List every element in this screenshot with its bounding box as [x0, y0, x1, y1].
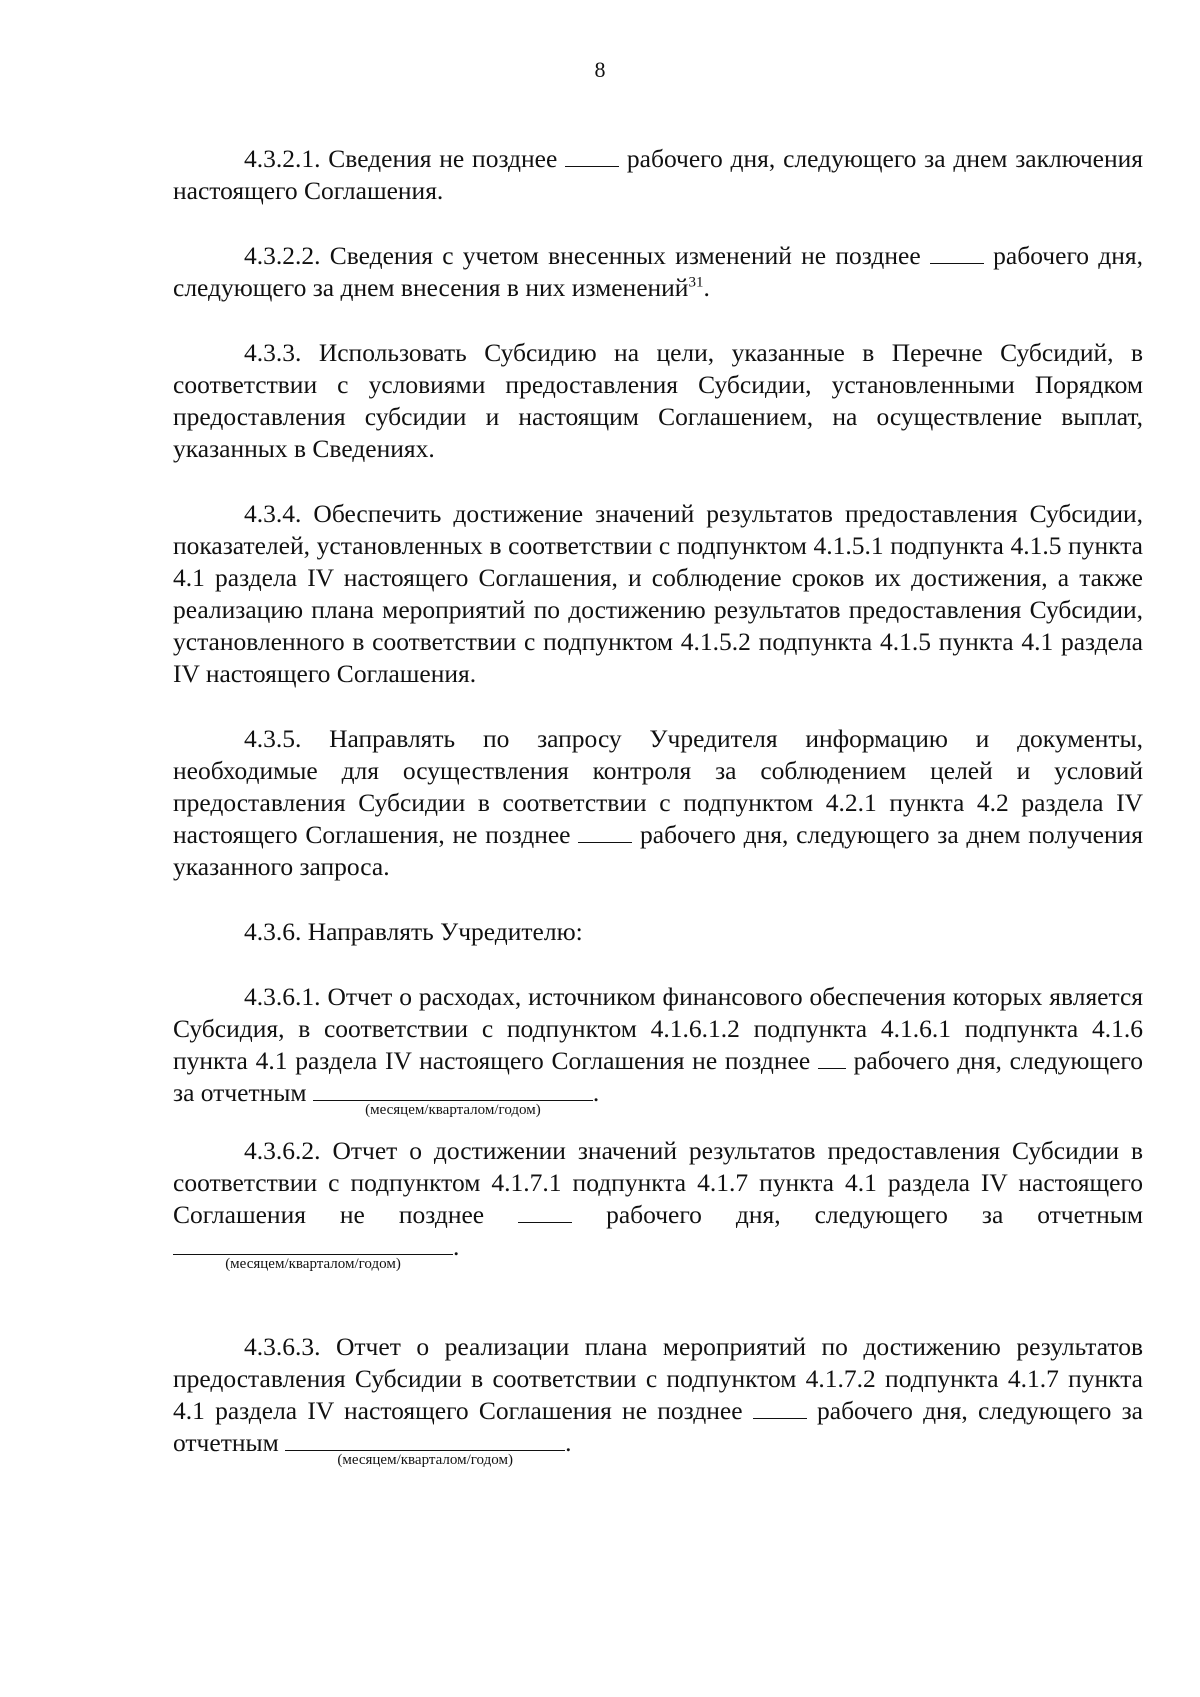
- clause-4-3-6-2: 4.3.6.2. Отчет о достижении значений результатов предоставления Субсидии в соответствии с подпунктом 4.1.7.1 подпункта 4.1.7 пункта 4.1 раздела IV настоящего Соглашения не позднее рабочего дня, следующего за отчетным (месяцем/кварталом/годом) .: [173, 1136, 1143, 1272]
- clause-4-3-2-2: 4.3.2.2. Сведения с учетом внесенных изменений не позднее рабочего дня, следующего за днем внесения в них изменений$^{31}$.: [173, 241, 1143, 302]
- period-caption: (месяцем/кварталом/годом): [337, 1452, 513, 1468]
- page-number: 8: [594, 57, 606, 82]
- period-field[interactable]: [313, 1078, 593, 1118]
- clause-number: 4.3.2.2.: [244, 241, 321, 270]
- blank-field[interactable]: [518, 1200, 572, 1223]
- footnote-marker[interactable]: 31: [688, 274, 704, 291]
- blank-field[interactable]: [930, 241, 984, 264]
- period-caption: (месяцем/кварталом/годом): [225, 1256, 401, 1272]
- period-field[interactable]: [173, 1232, 453, 1272]
- clause-4-3-3: 4.3.3. Использовать Субсидию на цели, указанные в Перечне Субсидий, в соответствии с условиями предоставления Субсидии, установленными Порядком предоставления субсидии и настоящим Соглашением, на осуществление выплат, указанных в Сведениях.: [173, 338, 1143, 463]
- blank-field[interactable]: [818, 1046, 846, 1069]
- clause-4-3-6-3: 4.3.6.3. Отчет о реализации плана мероприятий по достижению результатов предоставления Субсидии в соответствии с подпунктом 4.1.7.2 подпункта 4.1.7 пункта 4.1 раздела IV настоящего Соглашения не позднее рабочего дня, следующего за отчетным (месяцем/кварталом/годом) .: [173, 1332, 1143, 1468]
- blank-field[interactable]: [565, 144, 619, 167]
- period-caption: (месяцем/кварталом/годом): [365, 1102, 541, 1118]
- period-field[interactable]: [285, 1428, 565, 1468]
- clause-number: 4.3.2.1.: [244, 144, 321, 173]
- clause-4-3-5: 4.3.5. Направлять по запросу Учредителя информацию и документы, необходимые для осуществления контроля за соблюдением целей и условий предоставления Субсидии в соответствии с подпунктом 4.2.1 пункта 4.2 раздела IV настоящего Соглашения, не позднее рабочего дня, следующего за днем получения указанного запроса.: [173, 724, 1143, 881]
- document-body: [173, 143, 1143, 1468]
- clause-4-3-6: 4.3.6. Направлять Учредителю:: [244, 917, 583, 946]
- blank-field[interactable]: [578, 820, 632, 843]
- clause-4-3-2-1: 4.3.2.1. Сведения не позднее рабочего дня, следующего за днем заключения настоящего Соглашения.: [173, 144, 1143, 205]
- clause-4-3-6-1: 4.3.6.1. Отчет о расходах, источником финансового обеспечения которых является Субсидия, в соответствии с подпунктом 4.1.6.1.2 подпункта 4.1.6.1 подпункта 4.1.6 пункта 4.1 раздела IV настоящего Соглашения не позднее рабочего дня, следующего за отчетным (месяцем/кварталом/годом) .: [173, 982, 1143, 1118]
- blank-field[interactable]: [753, 1396, 807, 1419]
- clause-4-3-4: 4.3.4. Обеспечить достижение значений результатов предоставления Субсидии, показателей, установленных в соответствии с подпунктом 4.1.5.1 подпункта 4.1.5 пункта 4.1 раздела IV настоящего Соглашения, и соблюдение сроков их достижения, а также реализацию плана мероприятий по достижению результатов предоставления Субсидии, установленного в соответствии с подпунктом 4.1.5.2 подпункта 4.1.5 пункта 4.1 раздела IV настоящего Соглашения.: [173, 499, 1143, 688]
